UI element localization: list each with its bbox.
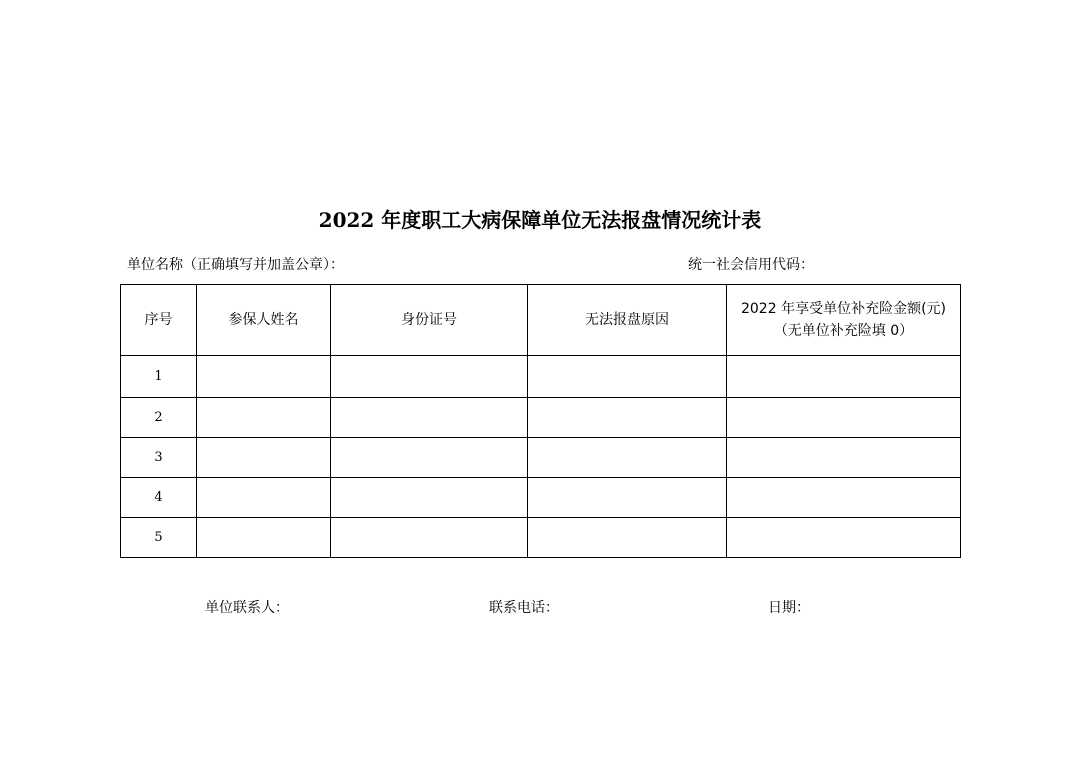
table-row (121, 356, 961, 398)
contact-phone-label: 联系电话： (489, 600, 559, 616)
table-row (121, 398, 961, 438)
cell-name[interactable] (197, 438, 331, 478)
cell-reason[interactable] (528, 478, 727, 518)
cell-name[interactable] (197, 356, 331, 398)
cell-id-number[interactable] (331, 438, 528, 478)
header-reason: 无法报盘原因 (528, 285, 727, 356)
cell-index: 3 (121, 438, 197, 478)
header-id-number: 身份证号 (331, 285, 528, 356)
header-amount-line2: （无单位补充险填 0） (773, 323, 914, 339)
cell-index: 2 (121, 398, 197, 438)
cell-reason[interactable] (528, 356, 727, 398)
date-label: 日期： (768, 600, 810, 616)
cell-amount[interactable] (727, 518, 961, 558)
header-amount-line1: 2022 年享受单位补充险金额(元) (740, 301, 946, 317)
cell-id-number[interactable] (331, 398, 528, 438)
cell-amount[interactable] (727, 398, 961, 438)
contact-person-label: 单位联系人： (205, 600, 289, 616)
cell-name[interactable] (197, 478, 331, 518)
cell-id-number[interactable] (331, 518, 528, 558)
header-index: 序号 (121, 285, 197, 356)
cell-amount[interactable] (727, 438, 961, 478)
cell-id-number[interactable] (331, 478, 528, 518)
cell-amount[interactable] (727, 356, 961, 398)
cell-index: 5 (121, 518, 197, 558)
cell-index: 1 (121, 356, 197, 398)
table-row (121, 478, 961, 518)
cell-index: 4 (121, 478, 197, 518)
table-header-row (121, 285, 961, 356)
cell-amount[interactable] (727, 478, 961, 518)
table-row (121, 518, 961, 558)
header-amount (727, 285, 961, 356)
table-row (121, 438, 961, 478)
cell-reason[interactable] (528, 398, 727, 438)
cell-name[interactable] (197, 398, 331, 438)
cell-name[interactable] (197, 518, 331, 558)
page-title: 2022 年度职工大病保障单位无法报盘情况统计表 (318, 208, 762, 232)
statistics-table (120, 284, 961, 558)
cell-id-number[interactable] (331, 356, 528, 398)
unit-name-label: 单位名称（正确填写并加盖公章）： (127, 257, 344, 273)
header-name: 参保人姓名 (197, 285, 331, 356)
cell-reason[interactable] (528, 438, 727, 478)
cell-reason[interactable] (528, 518, 727, 558)
credit-code-label: 统一社会信用代码： (688, 257, 814, 273)
